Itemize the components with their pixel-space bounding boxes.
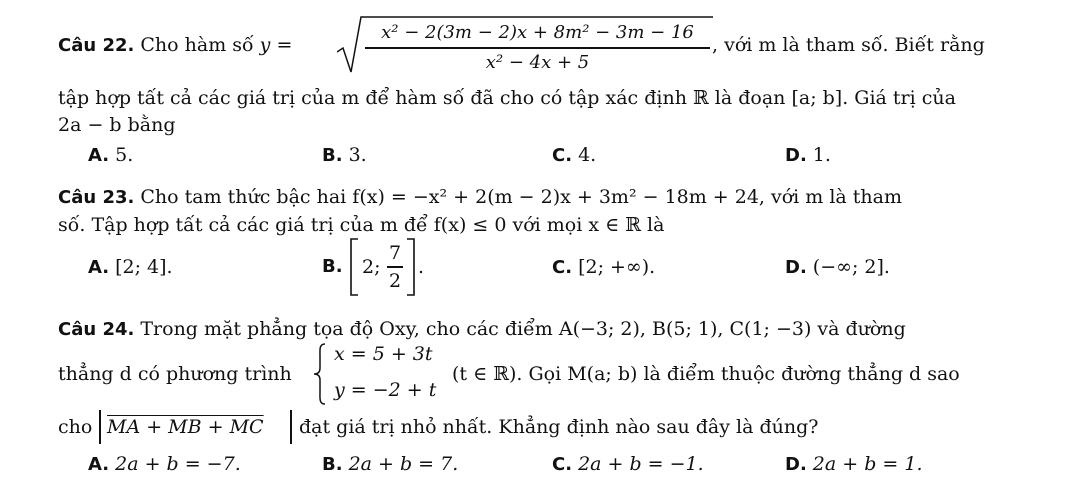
q24-vector-sum: MA + MB + MC — [107, 416, 264, 438]
q22-option-d[interactable]: D. 1. — [785, 144, 831, 166]
q24-line2-pre: thẳng d có phương trình — [58, 363, 292, 385]
q22-option-b[interactable]: B. 3. — [322, 144, 367, 166]
q23-line2: số. Tập hợp tất cả các giá trị của m để f(x) ≤ 0 với mọi x ∈ ℝ là — [58, 214, 665, 236]
q23-option-a[interactable]: A. [2; 4]. — [88, 256, 173, 278]
q23-option-b-frac-num: 7 — [388, 242, 402, 264]
q24-system-row2: y = −2 + t — [334, 379, 437, 401]
q24-option-d[interactable]: D. 2a + b = 1. — [785, 453, 923, 475]
q24-line1: Câu 24. Trong mặt phẳng tọa độ Oxy, cho các điểm A(−3; 2), B(5; 1), C(1; −3) và đường — [58, 318, 906, 340]
q24-option-a[interactable]: A. 2a + b = −7. — [88, 453, 241, 475]
q23-option-b-pre: 2; — [362, 256, 381, 278]
q24-line3-post: đạt giá trị nhỏ nhất. Khẳng định nào sau đây là đúng? — [299, 416, 819, 438]
q23-label: Câu 23. — [58, 187, 135, 208]
q22-fraction — [365, 20, 710, 76]
q22-option-c[interactable]: C. 4. — [552, 144, 597, 166]
q23-option-c[interactable]: C. [2; +∞). — [552, 256, 656, 278]
q22-option-a[interactable]: A. 5. — [88, 144, 134, 166]
q22-denominator: x² − 4x + 5 — [485, 51, 590, 73]
q23-option-d[interactable]: D. (−∞; 2]. — [785, 256, 890, 278]
q22-line1 — [58, 33, 292, 58]
q22-line1-tail: , với m là tham số. Biết rằng — [712, 34, 985, 56]
q23-option-b-frac-den: 2 — [388, 270, 402, 292]
q24-option-b[interactable]: B. 2a + b = 7. — [322, 453, 459, 475]
q22-line2: tập hợp tất cả các giá trị của m để hàm số đã cho có tập xác định ℝ là đoạn [a; b]. Giá trị của — [58, 87, 956, 109]
fraction-bar — [387, 266, 403, 268]
q22-lead: Cho hàm số — [140, 34, 254, 56]
left-bracket-icon — [348, 237, 360, 297]
abs-bar-right — [290, 410, 292, 444]
q24-option-c[interactable]: C. 2a + b = −1. — [552, 453, 704, 475]
q24-line2-post: (t ∈ ℝ). Gọi M(a; b) là điểm thuộc đường thẳng d sao — [452, 363, 960, 385]
left-brace-icon — [312, 342, 328, 406]
q24-line3-pre: cho — [58, 416, 93, 438]
q22-label: Câu 22. — [58, 35, 135, 56]
q22-line3: 2a − b bằng — [58, 114, 176, 136]
right-bracket-icon — [405, 237, 417, 297]
q22-sqrt-expression — [337, 14, 713, 76]
q22-numerator: x² − 2(3m − 2)x + 8m² − 3m − 16 — [381, 22, 694, 43]
abs-bar-left — [99, 410, 101, 444]
fraction-bar — [365, 47, 710, 49]
q22-func-lhs: y = — [259, 34, 293, 56]
q24-label: Câu 24. — [58, 319, 135, 340]
q24-system-row1: x = 5 + 3t — [334, 343, 433, 365]
q23-line1: Câu 23. Cho tam thức bậc hai f(x) = −x² + 2(m − 2)x + 3m² − 18m + 24, với m là tham — [58, 186, 903, 208]
